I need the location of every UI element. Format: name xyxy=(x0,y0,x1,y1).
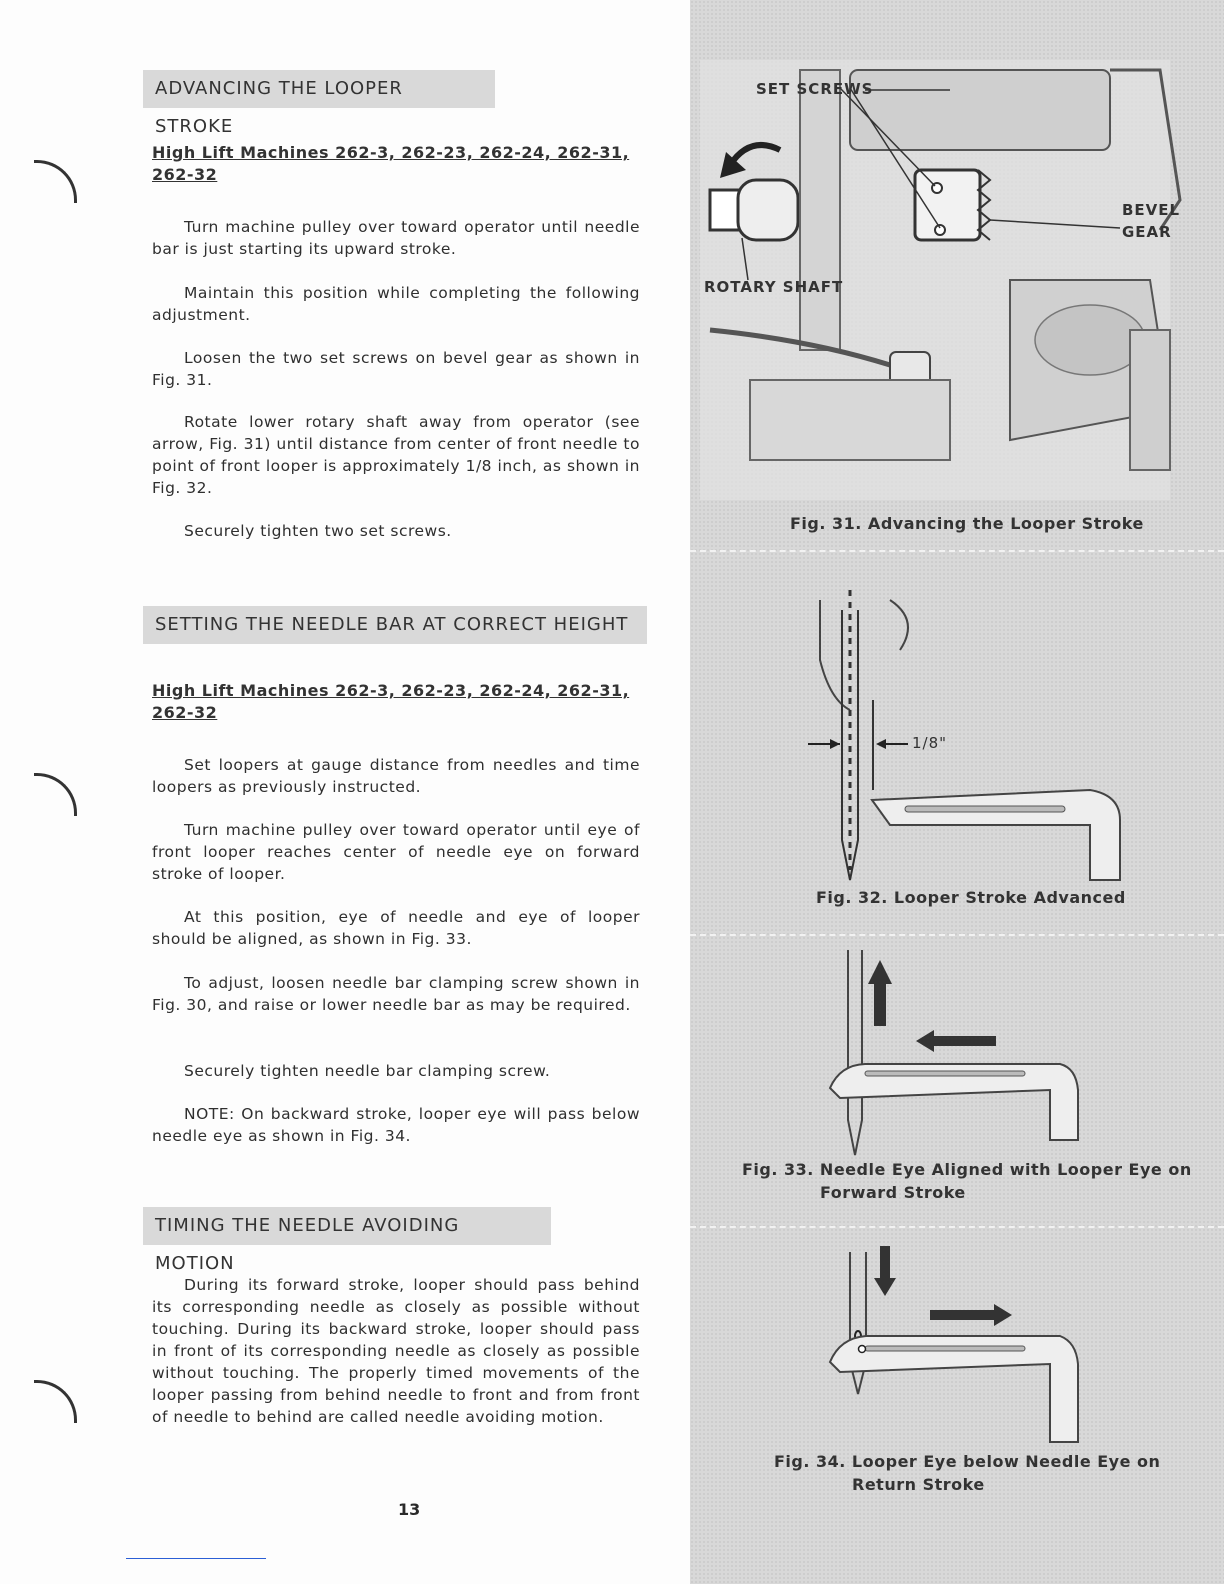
paragraph: Maintain this position while completing the following adjustment. xyxy=(152,284,640,324)
figure-caption: Fig. 32. Looper Stroke Advanced xyxy=(816,888,1126,907)
paragraph: Set loopers at gauge distance from needles and time loopers as previously instructed. xyxy=(152,756,640,796)
figure-33 xyxy=(690,940,1224,1220)
paragraph: Securely tighten needle bar clamping screw. xyxy=(184,1062,551,1080)
figure-34 xyxy=(690,1232,1224,1552)
caption-line: Fig. 33. Needle Eye Aligned with Looper Eye on xyxy=(742,1160,1192,1179)
figure-caption xyxy=(774,1450,1160,1496)
binder-hole xyxy=(34,773,77,816)
section-heading-needle-avoiding: TIMING THE NEEDLE AVOIDING MOTION xyxy=(143,1207,551,1245)
binder-hole xyxy=(34,1380,77,1423)
subhead-line: 262-32 xyxy=(152,165,218,184)
figure-31 xyxy=(690,0,1224,550)
paragraph: At this position, eye of needle and eye of looper should be aligned, as shown in Fig. 33. xyxy=(152,908,640,948)
section-subhead xyxy=(152,142,629,186)
paragraph: Loosen the two set screws on bevel gear as shown in Fig. 31. xyxy=(152,349,640,389)
figure-32 xyxy=(690,570,1224,930)
fig34-needle-looper-drawing xyxy=(690,1232,1224,1552)
label-gap-distance: 1/8" xyxy=(912,734,948,752)
paragraph: Securely tighten two set screws. xyxy=(184,522,452,540)
label-bevel: BEVEL xyxy=(1122,201,1181,219)
label-rotary-shaft: ROTARY SHAFT xyxy=(704,278,844,296)
section-subhead xyxy=(152,680,629,724)
label-gear: GEAR xyxy=(1122,223,1172,241)
figure-divider xyxy=(690,550,1224,552)
fig32-needle-looper-drawing xyxy=(690,570,1224,930)
section-heading-needle-bar-height: SETTING THE NEEDLE BAR AT CORRECT HEIGHT xyxy=(143,606,647,644)
scan-edge-line xyxy=(126,1558,266,1559)
paragraph: Rotate lower rotary shaft away from operator (see arrow, Fig. 31) until distance from center of front needle to point of front looper is approximately 1/8 inch, as shown in Fig. 32. xyxy=(152,413,640,497)
paragraph: During its forward stroke, looper should pass behind its corresponding needle as closely as possible without touching. During its backward stroke, looper should pass in front of its corresponding needle as closely as possible without touching. The properly timed movements of the looper passing from behind needle to front and from front of needle to behind are called needle avoiding motion. xyxy=(152,1276,640,1426)
subhead-line: 262-32 xyxy=(152,703,218,722)
paragraph: To adjust, loosen needle bar clamping screw shown in Fig. 30, and raise or lower needle bar as may be required. xyxy=(152,974,640,1014)
subhead-line: High Lift Machines 262-3, 262-23, 262-24, 262-31, xyxy=(152,681,630,700)
label-set-screws: SET SCREWS xyxy=(756,80,874,98)
caption-line: Return Stroke xyxy=(852,1475,985,1494)
figure-caption xyxy=(742,1158,1192,1204)
paragraph: Turn machine pulley over toward operator until needle bar is just starting its upward stroke. xyxy=(152,218,640,258)
figure-column xyxy=(690,0,1224,1584)
subhead-line: High Lift Machines 262-3, 262-23, 262-24, 262-31, xyxy=(152,143,630,162)
paragraph: NOTE: On backward stroke, looper eye will pass below needle eye as shown in Fig. 34. xyxy=(152,1105,640,1145)
caption-line: Forward Stroke xyxy=(820,1183,966,1202)
section-heading-looper-stroke: ADVANCING THE LOOPER STROKE xyxy=(143,70,495,108)
figure-divider xyxy=(690,1226,1224,1228)
figure-caption: Fig. 31. Advancing the Looper Stroke xyxy=(790,514,1144,533)
paragraph: Turn machine pulley over toward operator until eye of front looper reaches center of needle eye on forward stroke of looper. xyxy=(152,821,640,883)
caption-line: Fig. 34. Looper Eye below Needle Eye on xyxy=(774,1452,1161,1471)
figure-divider xyxy=(690,934,1224,936)
page-number: 13 xyxy=(398,1500,421,1519)
binder-hole xyxy=(34,160,77,203)
